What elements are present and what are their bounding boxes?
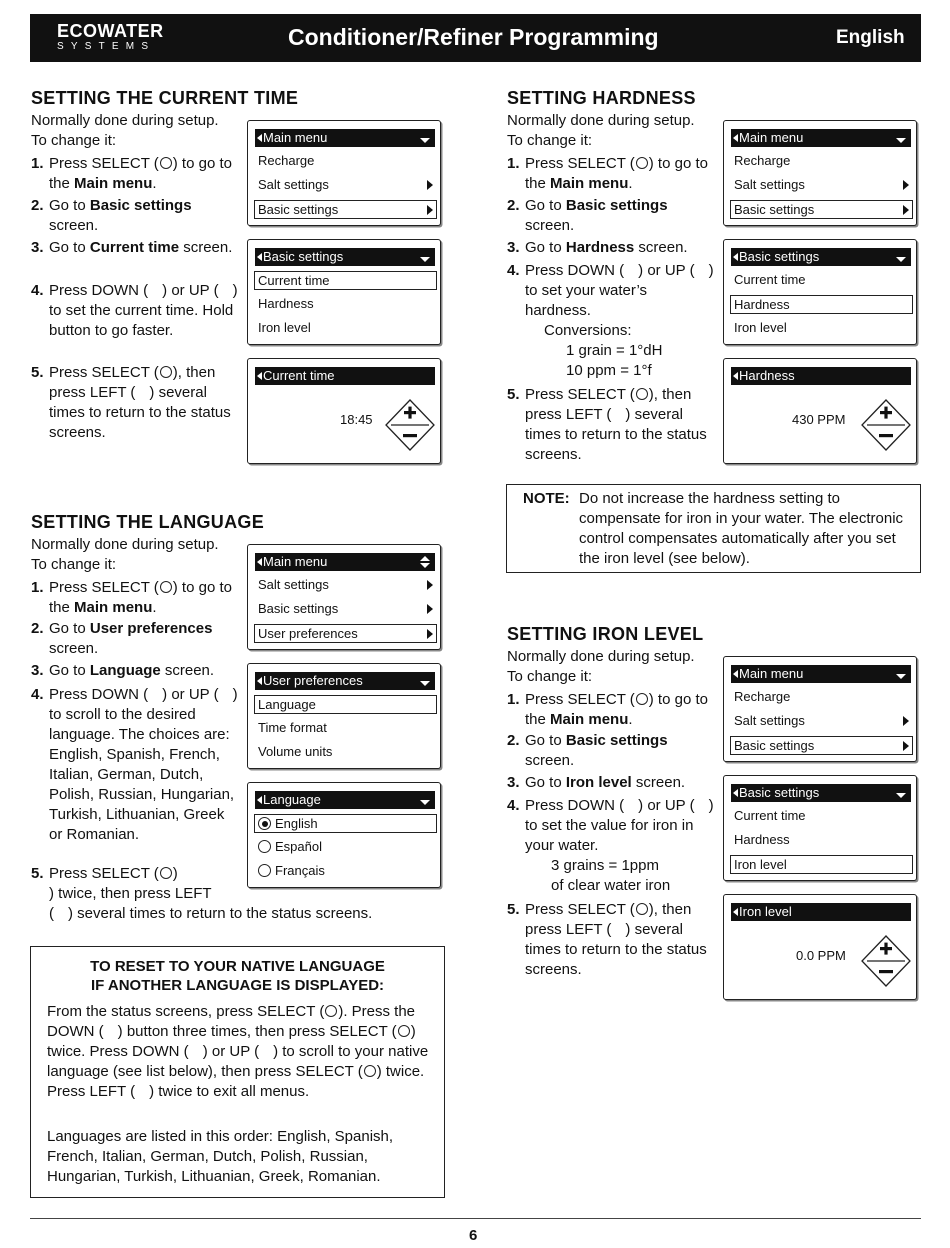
select-button-icon	[636, 903, 648, 915]
menu-item-selected: Current time	[254, 271, 437, 290]
radio-icon	[258, 840, 271, 853]
footer-divider	[30, 1218, 921, 1219]
hardness-step-2: 2. Go to Basic settings screen.	[507, 197, 668, 234]
plus-minus-icon	[860, 398, 912, 452]
section-title-hardness: SETTING HARDNESS	[507, 88, 696, 108]
conversions-label: Conversions:	[544, 322, 632, 339]
iron-step-2: 2. Go to Basic settings screen.	[507, 732, 668, 769]
brand-logo	[57, 21, 164, 53]
note-box	[506, 484, 921, 573]
reset-language-box	[30, 946, 445, 1198]
screen-main-menu: Main menu Recharge Salt settings Basic settings	[247, 120, 441, 226]
conversion-1: 1 grain = 1°dH	[566, 342, 663, 359]
scroll-down-icon	[896, 793, 906, 798]
conversion-2: 10 ppm = 1°f	[566, 362, 652, 379]
time-step-4: 4. Press DOWN ( ) or UP ( ) to set the current time. Hold button to go faster.	[31, 282, 238, 339]
menu-item: Recharge	[734, 689, 791, 704]
time-step-1: 1. Press SELECT ( ) to go to the Main menu.	[31, 155, 232, 192]
iron-value: 0.0 PPM	[796, 948, 846, 963]
note-label: NOTE:	[523, 490, 570, 507]
scroll-down-icon	[420, 681, 430, 686]
screen-iron-level: Iron level 0.0 PPM	[723, 894, 917, 1000]
language-label: English	[836, 27, 905, 48]
section-title-language: SETTING THE LANGUAGE	[31, 512, 265, 532]
menu-item-selected: Basic settings	[730, 736, 913, 755]
radio-icon	[258, 864, 271, 877]
hardness-intro-1: Normally done during setup.	[507, 112, 695, 129]
menu-item-selected: Language	[254, 695, 437, 714]
language-option: Español	[255, 838, 436, 855]
iron-conversion-1: 3 grains = 1ppm	[551, 857, 659, 874]
chevron-right-icon	[427, 580, 433, 590]
screen-user-preferences: User preferences Language Time format Volume units	[247, 663, 441, 769]
menu-item: Salt settings	[731, 176, 912, 193]
iron-step-4: 4. Press DOWN ( ) or UP ( ) to set the value for iron in your water.	[507, 797, 714, 854]
menu-item: Iron level	[734, 320, 787, 335]
menu-item-selected: Basic settings	[254, 200, 437, 219]
reset-language-order: Languages are listed in this order: English, Spanish, French, Italian, German, Dutch, Polish, Russian, Hungarian, Turkish, Lithuanian, Greek, Romanian.	[47, 1128, 394, 1185]
menu-item: Recharge	[734, 153, 791, 168]
brand-subtitle: SYSTEMS	[57, 41, 156, 52]
menu-item: Current time	[734, 272, 806, 287]
menu-item: Time format	[258, 720, 327, 735]
scroll-up-icon	[420, 556, 430, 561]
menu-item: Salt settings	[731, 712, 912, 729]
time-value: 18:45	[340, 412, 373, 427]
language-step-5: 5. Press SELECT ( ) ) twice, then press LEFT ( ) several times to return to the status screens.	[31, 865, 373, 922]
select-button-icon	[636, 157, 648, 169]
hardness-step-5: 5. Press SELECT ( ), then press LEFT ( ) several times to return to the status screens.	[507, 386, 707, 463]
section-title-iron: SETTING IRON LEVEL	[507, 624, 704, 644]
language-step-1: 1. Press SELECT ( ) to go to the Main menu.	[31, 579, 232, 616]
language-option: Français	[255, 862, 436, 879]
screen-basic-settings: Basic settings Current time Hardness Iron level	[723, 239, 917, 345]
select-button-icon	[160, 867, 172, 879]
select-button-icon	[160, 157, 172, 169]
scroll-down-icon	[896, 138, 906, 143]
plus-minus-icon	[860, 934, 912, 988]
screen-main-menu: Main menu Recharge Salt settings Basic settings	[723, 120, 917, 226]
select-button-icon	[398, 1025, 410, 1037]
plus-minus-icon	[384, 398, 436, 452]
language-intro-1: Normally done during setup.	[31, 536, 219, 553]
iron-step-1: 1. Press SELECT ( ) to go to the Main menu.	[507, 691, 708, 728]
hardness-step-3: 3. Go to Hardness screen.	[507, 239, 688, 256]
menu-item-selected: Iron level	[730, 855, 913, 874]
scroll-down-icon	[896, 257, 906, 262]
radio-selected-icon	[258, 817, 271, 830]
screen-basic-settings: Basic settings Current time Hardness Iron level	[247, 239, 441, 345]
scroll-down-icon	[420, 257, 430, 262]
time-step-5: 5. Press SELECT ( ), then press LEFT ( ) several times to return to the status screens.	[31, 364, 231, 441]
page-header	[30, 14, 921, 62]
select-button-icon	[160, 581, 172, 593]
scroll-down-icon	[420, 800, 430, 805]
menu-item-selected: User preferences	[254, 624, 437, 643]
select-button-icon	[636, 693, 648, 705]
language-option-selected: English	[254, 814, 437, 833]
menu-item: Volume units	[258, 744, 333, 759]
menu-item: Salt settings	[255, 176, 436, 193]
page-title: Conditioner/Refiner Programming	[288, 24, 659, 50]
menu-item-selected: Basic settings	[730, 200, 913, 219]
chevron-right-icon	[427, 180, 433, 190]
menu-item: Basic settings	[255, 600, 436, 617]
select-button-icon	[160, 366, 172, 378]
reset-instructions: From the status screens, press SELECT ( ). Press the DOWN ( ) button three times, then press SELECT ( ) twice. Press DOWN ( ) or UP ( ) to scroll to your native language (see list below), then press SELECT ( ) twice. Press LEFT ( ) twice to exit all menus.	[47, 1003, 429, 1100]
hardness-intro-2: To change it:	[507, 132, 593, 149]
reset-title: TO RESET TO YOUR NATIVE LANGUAGE IF ANOTHER LANGUAGE IS DISPLAYED:	[90, 958, 385, 994]
iron-step-3: 3. Go to Iron level screen.	[507, 774, 686, 791]
chevron-right-icon	[427, 604, 433, 614]
time-intro-2: To change it:	[31, 132, 117, 149]
brand-name: ECOWATER	[57, 21, 164, 41]
menu-item: Current time	[734, 808, 806, 823]
iron-conversion-2: of clear water iron	[551, 877, 671, 894]
language-step-3: 3. Go to Language screen.	[31, 662, 215, 679]
select-button-icon	[636, 388, 648, 400]
screen-current-time: Current time 18:45	[247, 358, 441, 464]
chevron-right-icon	[427, 629, 433, 639]
select-button-icon	[325, 1005, 337, 1017]
scroll-down-icon	[896, 674, 906, 679]
iron-intro-2: To change it:	[507, 668, 593, 685]
menu-item: Hardness	[734, 832, 790, 847]
time-step-2: 2. Go to Basic settings screen.	[31, 197, 192, 234]
section-title-time: SETTING THE CURRENT TIME	[31, 88, 299, 108]
screen-language: Language English Español Français	[247, 782, 441, 888]
time-step-3: 3. Go to Current time screen.	[31, 239, 233, 256]
menu-item: Iron level	[258, 320, 311, 335]
screen-main-menu: Main menu Salt settings Basic settings User preferences	[247, 544, 441, 650]
time-intro-1: Normally done during setup.	[31, 112, 219, 129]
chevron-right-icon	[427, 205, 433, 215]
scroll-down-icon	[420, 138, 430, 143]
hardness-step-1: 1. Press SELECT ( ) to go to the Main menu.	[507, 155, 708, 192]
iron-step-5: 5. Press SELECT ( ), then press LEFT ( ) several times to return to the status screens.	[507, 901, 707, 978]
select-button-icon	[364, 1065, 376, 1077]
note-text: Do not increase the hardness setting to compensate for iron in your water. The electronic control compensates automatically after you set the iron level (see below).	[579, 490, 904, 567]
screen-hardness: Hardness 430 PPM	[723, 358, 917, 464]
chevron-right-icon	[903, 180, 909, 190]
hardness-step-4: 4. Press DOWN ( ) or UP ( ) to set your water’s hardness.	[507, 262, 714, 319]
chevron-right-icon	[903, 741, 909, 751]
menu-item: Hardness	[258, 296, 314, 311]
page-number: 6	[469, 1227, 478, 1244]
menu-item: Salt settings	[255, 576, 436, 593]
iron-intro-1: Normally done during setup.	[507, 648, 695, 665]
screen-basic-settings: Basic settings Current time Hardness Iron level	[723, 775, 917, 881]
chevron-right-icon	[903, 716, 909, 726]
chevron-right-icon	[903, 205, 909, 215]
menu-item: Recharge	[258, 153, 315, 168]
screen-main-menu: Main menu Recharge Salt settings Basic settings	[723, 656, 917, 762]
scroll-down-icon	[420, 563, 430, 568]
language-step-4: 4. Press DOWN ( ) or UP ( ) to scroll to the desired language. The choices are: English, Spanish, French, Italian, German, Dutch, Polish, Russian, Hungarian, Turkish, Lithuanian, Greek or Romanian.	[31, 686, 238, 843]
language-step-2: 2. Go to User preferences screen.	[31, 620, 213, 657]
menu-item-selected: Hardness	[730, 295, 913, 314]
hardness-value: 430 PPM	[792, 412, 846, 427]
language-intro-2: To change it:	[31, 556, 117, 573]
